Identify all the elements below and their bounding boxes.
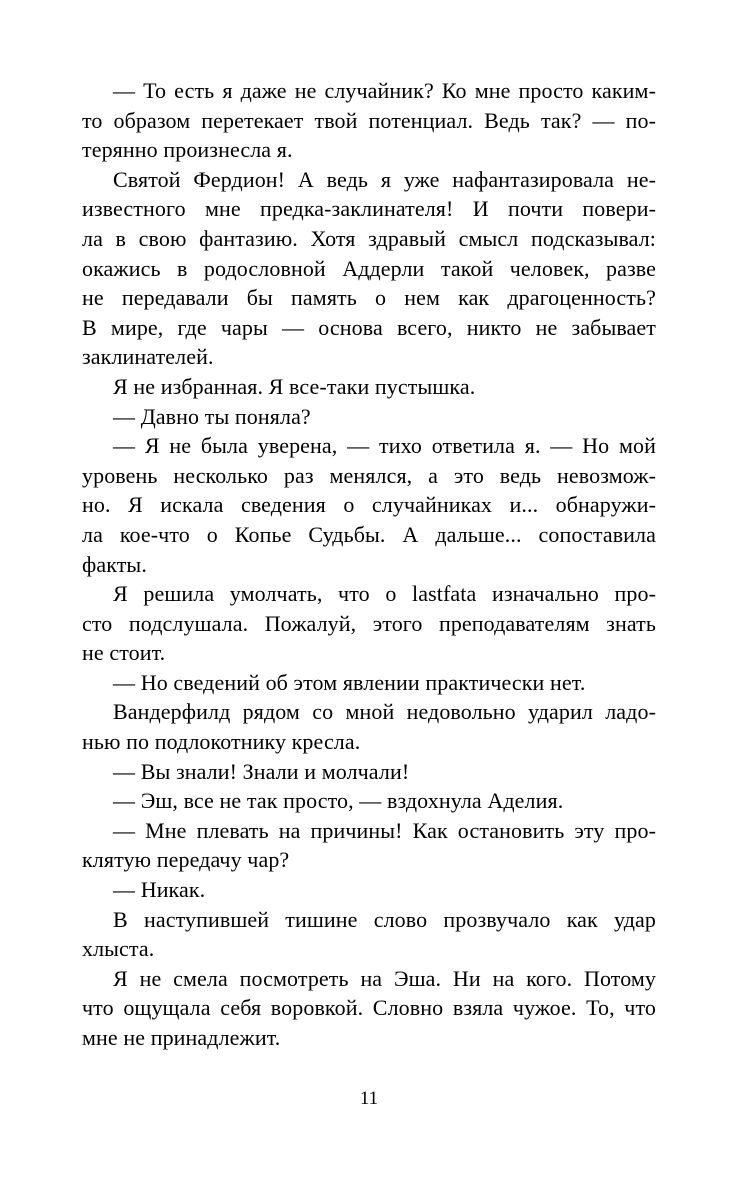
text-line: — Но сведений об этом явлении практически нет.: [113, 669, 586, 695]
text-line: нью по подлокотнику кресла.: [82, 729, 361, 755]
text-line: Вандерфилд рядом со мной недовольно ударил ладо-: [113, 699, 656, 725]
text-line: но. Я искала сведения о случайниках и... обнаружи-: [82, 492, 656, 518]
text-line: — То есть я даже не случайник? Ко мне просто каким-: [113, 78, 656, 103]
text-line: факты.: [82, 551, 147, 577]
text-line: Святой Фердион! А ведь я уже нафантазировала не-: [113, 166, 656, 192]
text-line: В мире, где чары — основа всего, никто не забывает: [82, 314, 656, 340]
text-line: В наступившей тишине слово прозвучало как удар: [113, 906, 656, 932]
text-line: Я не смела посмотреть на Эша. Ни на кого. Потому: [113, 965, 656, 991]
text-line: сто подслушала. Пожалуй, этого преподавателям знать: [82, 610, 656, 636]
text-line: Я не избранная. Я все-таки пустышка.: [113, 373, 476, 399]
text-line: — Вы знали! Знали и молчали!: [113, 758, 410, 784]
text-line: ла кое-что о Копье Судьбы. А дальше... сопоставила: [82, 521, 656, 547]
text-line: не передавали бы память о нем как драгоценность?: [82, 285, 656, 311]
text-line: мне не принадлежит.: [82, 1025, 281, 1050]
text-line: — Никак.: [113, 877, 206, 903]
text-line: известного мне предка-заклинателя! И почти повери-: [82, 196, 656, 222]
text-line: то образом перетекает твой потенциал. Ведь так? — по-: [82, 107, 656, 133]
text-line: клятую передачу чар?: [82, 847, 290, 873]
text-block: [82, 76, 656, 1053]
text-line: — Давно ты поняла?: [113, 403, 311, 429]
text-line: что ощущала себя воровкой. Словно взяла чужое. То, что: [82, 995, 656, 1021]
text-line: заклинателей.: [82, 344, 214, 370]
text-line: окажись в родословной Аддерли такой человек, разве: [82, 255, 656, 281]
text-line: терянно произнесла я.: [82, 137, 293, 163]
page-number: 11: [359, 1088, 379, 1109]
text-line: — Эш, все не так просто, — вздохнула Аделия.: [113, 788, 564, 814]
text-line: — Я не была уверена, — тихо ответила я. — Но мой: [113, 433, 656, 459]
text-line: — Мне плевать на причины! Как остановить эту про-: [113, 817, 656, 843]
text-line: уровень несколько раз менялся, а это ведь невозмож-: [82, 462, 656, 488]
text-line: хлыста.: [82, 936, 155, 962]
text-line: не стоит.: [82, 640, 166, 666]
text-line: Я решила умолчать, что о lastfata изначально про-: [113, 581, 656, 607]
text-line: ла в свою фантазию. Хотя здравый смысл подсказывал:: [82, 225, 656, 251]
